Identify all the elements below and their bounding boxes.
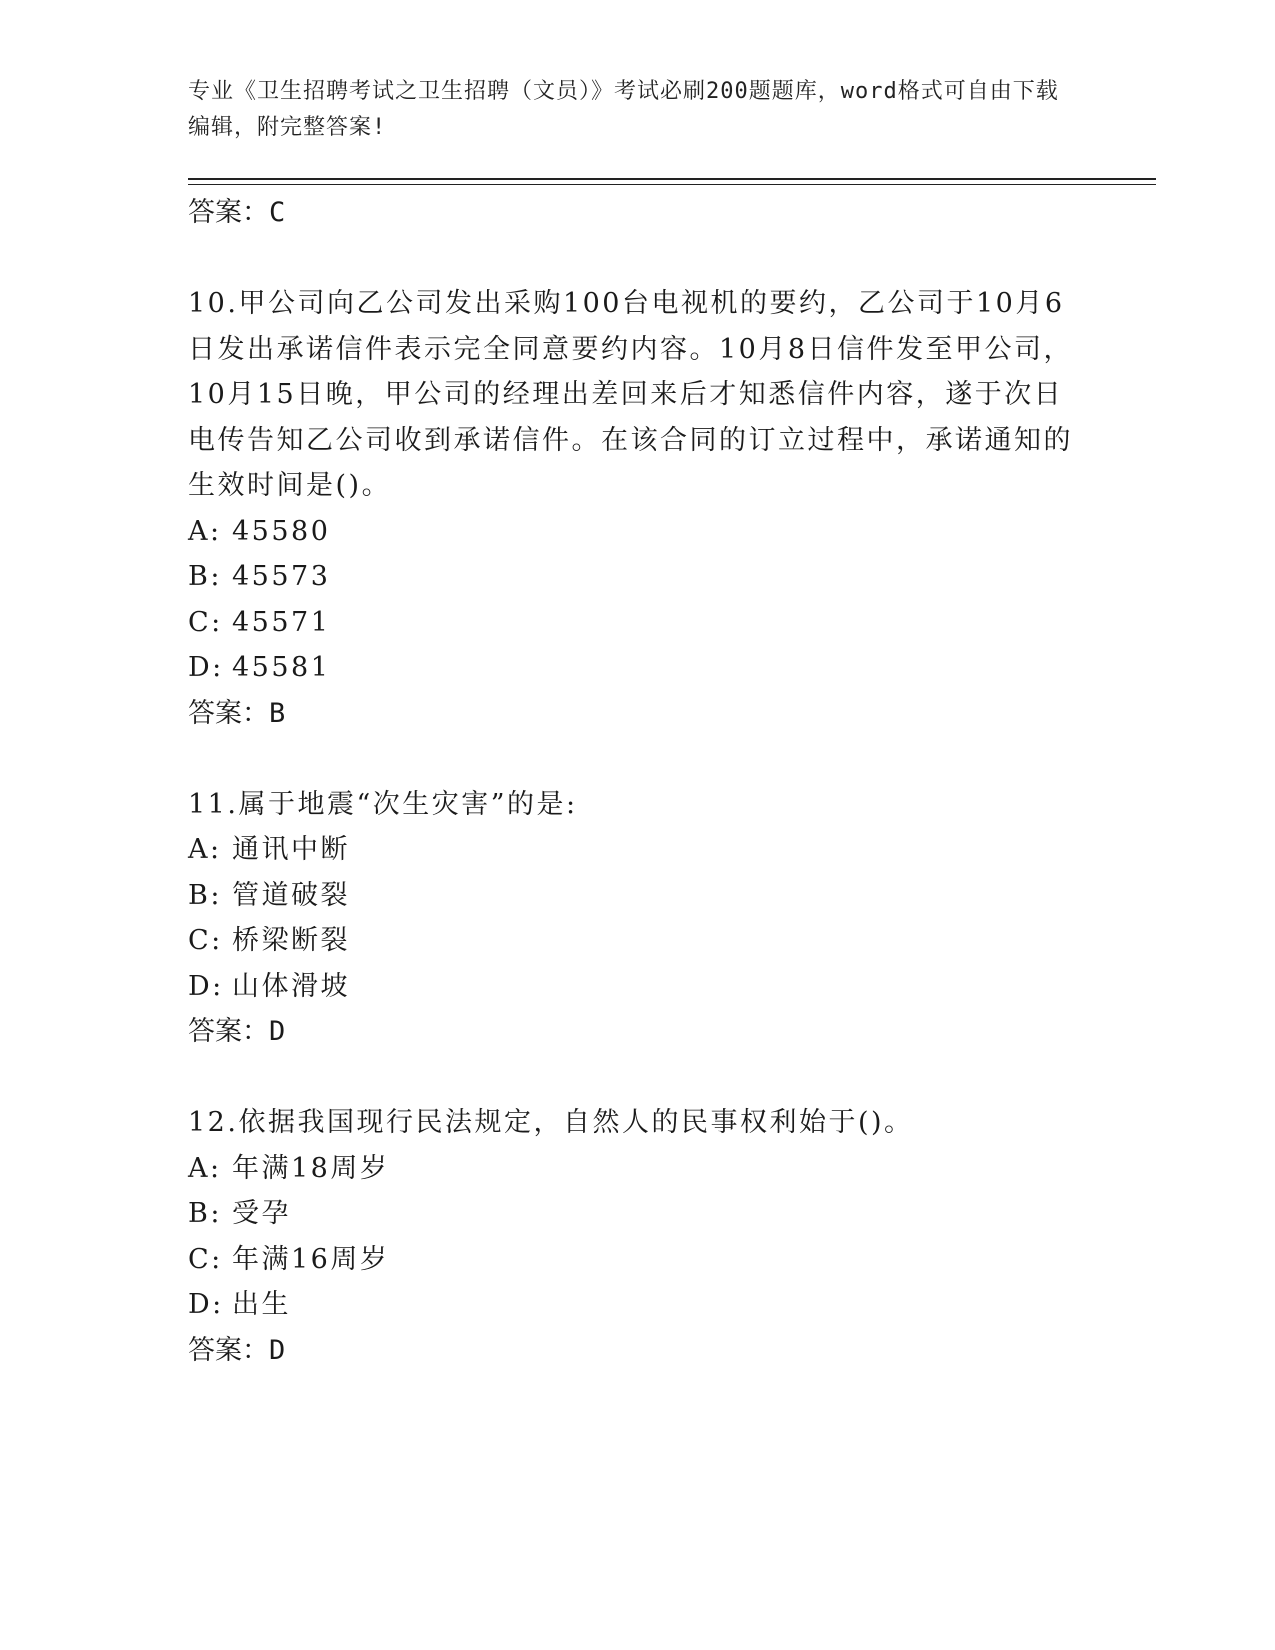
answer-line: 答案：D: [188, 1016, 286, 1047]
question-12: [188, 1100, 1088, 1374]
option-key: A:: [188, 515, 222, 547]
option-key: B:: [188, 561, 222, 592]
question-stem: 12.依据我国现行民法规定，自然人的民事权利始于()。: [188, 1107, 914, 1138]
option-text: 山体滑坡: [232, 970, 350, 1002]
header-divider-thick: [188, 178, 1156, 180]
question-11: [188, 782, 1088, 1056]
question-list: [188, 190, 1088, 1374]
option-d: [188, 1282, 1088, 1328]
option-key: A:: [188, 1152, 222, 1184]
option-text: 通讯中断: [232, 834, 350, 865]
option-key: C:: [188, 925, 223, 956]
option-key: B:: [188, 1198, 222, 1229]
option-text: 45580: [232, 515, 331, 547]
question-10: [188, 281, 1088, 737]
option-text: 管道破裂: [232, 879, 350, 911]
option-text: 年满18周岁: [232, 1152, 390, 1184]
option-key: D:: [188, 652, 224, 683]
option-b: [188, 873, 1088, 919]
option-text: 45571: [232, 606, 331, 638]
option-text: 年满16周岁: [232, 1243, 390, 1275]
option-key: B:: [188, 879, 222, 911]
answer-line: 答案：C: [188, 197, 286, 228]
answer-line: 答案：B: [188, 697, 286, 729]
option-key: C:: [188, 606, 223, 638]
question-stem: 10.甲公司向乙公司发出采购100台电视机的要约，乙公司于10月6日发出承诺信件表示完全同意要约内容。10月8日信件发至甲公司，10月15日晚，甲公司的经理出差回来后才知悉信件内容，遂于次日电传告知乙公司收到承诺信件。在该合同的订立过程中，承诺通知的生效时间是()。: [188, 288, 1074, 501]
option-key: D:: [188, 970, 224, 1002]
option-key: C:: [188, 1243, 223, 1275]
option-c: [188, 600, 1088, 646]
page-header: 专业《卫生招聘考试之卫生招聘（文员）》考试必刷200题题库，word格式可自由下载编辑，附完整答案!: [188, 79, 1059, 140]
option-text: 受孕: [232, 1198, 291, 1229]
option-b: [188, 554, 1088, 600]
option-text: 桥梁断裂: [232, 925, 350, 956]
header-divider-thin: [188, 184, 1156, 185]
option-a: [188, 827, 1088, 873]
option-text: 45581: [232, 652, 331, 683]
answer-line: 答案：D: [188, 1334, 286, 1366]
option-c: [188, 1237, 1088, 1283]
option-key: D:: [188, 1289, 224, 1320]
option-c: [188, 918, 1088, 964]
option-d: [188, 645, 1088, 691]
option-b: [188, 1191, 1088, 1237]
option-a: [188, 509, 1088, 555]
option-key: A:: [188, 834, 222, 865]
option-a: [188, 1146, 1088, 1192]
option-d: [188, 964, 1088, 1010]
question-stem: 11.属于地震“次生灾害”的是:: [188, 788, 578, 820]
option-text: 45573: [232, 561, 331, 592]
option-text: 出生: [232, 1289, 291, 1320]
